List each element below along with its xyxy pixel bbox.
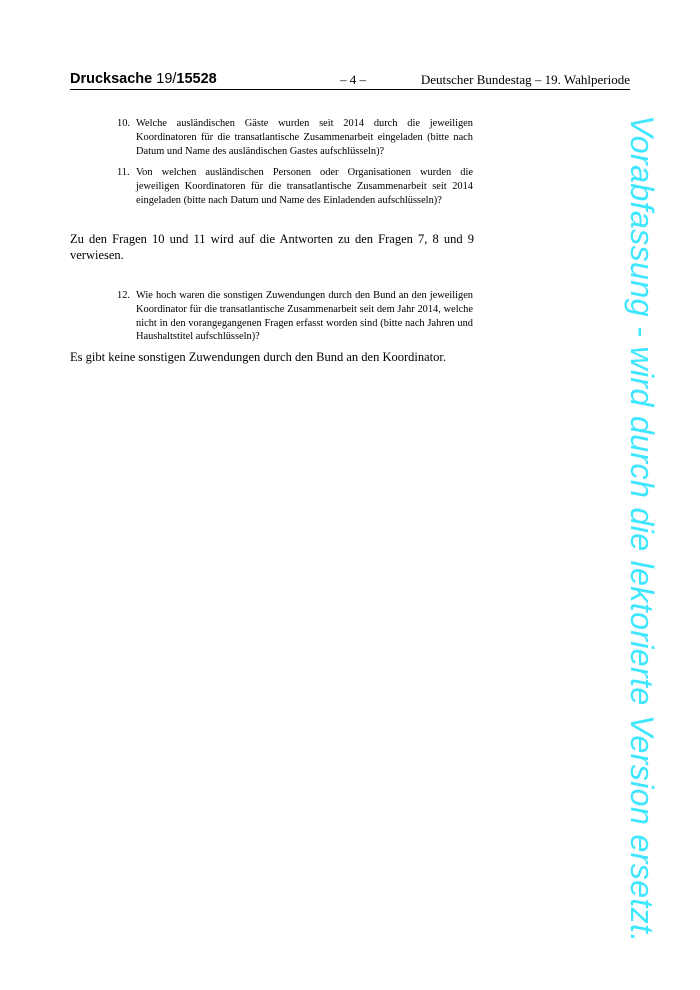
answer-12: Es gibt keine sonstigen Zuwendungen durch den Bund an den Koordinator. xyxy=(70,350,446,364)
question-12 xyxy=(117,289,473,344)
question-number: 11. xyxy=(117,167,130,178)
question-text: Welche ausländischen Gäste wurden seit 2014 durch die jeweiligen Koordinatoren für die transatlantische Zusammenarbeit eingeladen (bitte nach Datum und Name des ausländischen Gastes aufschlüsseln)? xyxy=(136,118,473,157)
page-header xyxy=(70,69,630,90)
question-10 xyxy=(117,117,473,158)
question-text: Von welchen ausländischen Personen oder Organisationen wurden die jeweiligen Koordinatoren für die transatlantische Zusammenarbeit seit 2014 eingeladen (bitte nach Datum und Name des Einladenden aufschlüsseln)? xyxy=(136,167,473,206)
question-number: 10. xyxy=(117,118,130,129)
question-text: Wie hoch waren die sonstigen Zuwendungen durch den Bund an den jeweiligen Koordinator für die transatlantische Zusammenarbeit seit dem Jahr 2014, welche nicht in den vorangegangenen Fragen erfasst worden sind (bitte nach Jahren und Haushaltstitel aufschlüsseln)? xyxy=(136,290,473,343)
draft-watermark: Vorabfassung - wird durch die lektorierte Version ersetzt. xyxy=(624,115,660,943)
question-11 xyxy=(117,166,473,207)
question-number: 12. xyxy=(117,290,130,301)
parliament-period: Deutscher Bundestag – 19. Wahlperiode xyxy=(420,72,630,87)
answer-10-11: Zu den Fragen 10 und 11 wird auf die Antworten zu den Fragen 7, 8 und 9 verwiesen. xyxy=(70,232,474,262)
page-number: – 4 – xyxy=(340,72,366,87)
document-number: Drucksache 19/15528 xyxy=(70,71,217,87)
